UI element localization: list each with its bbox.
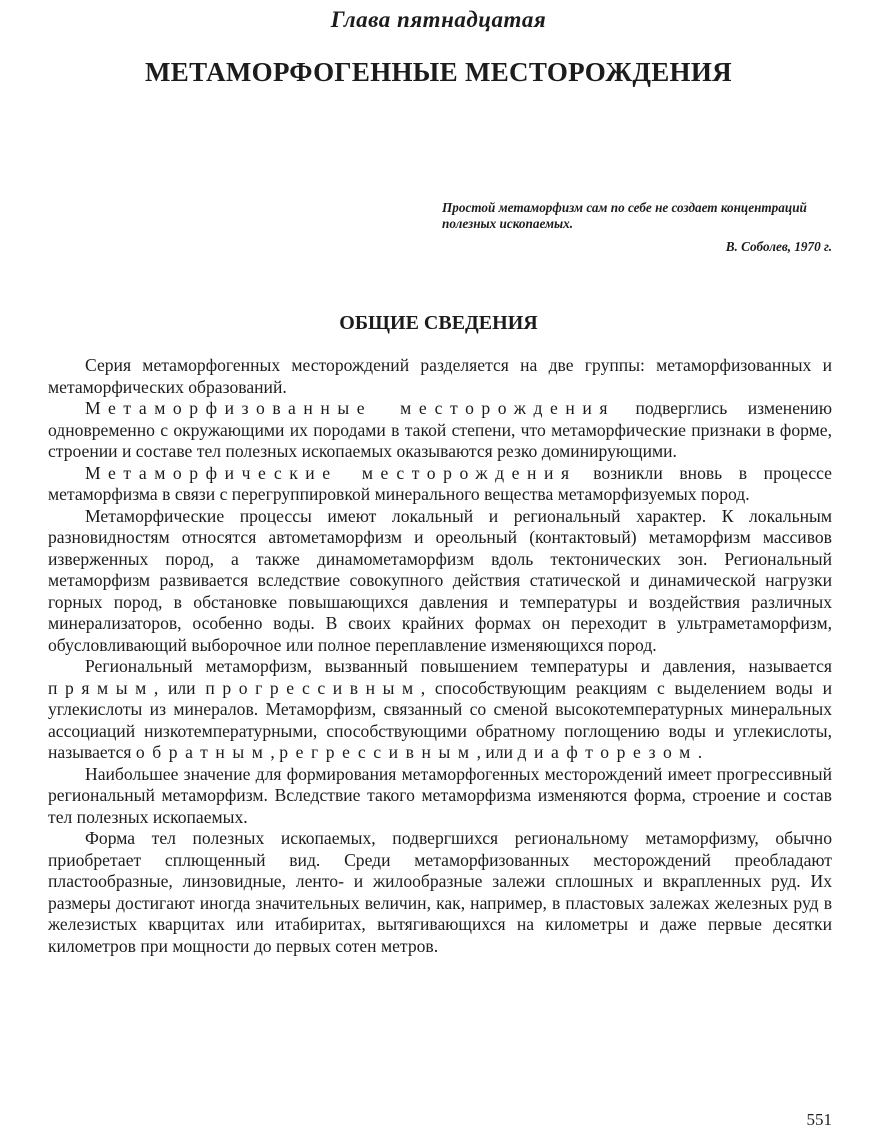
paragraph-7: Форма тел полезных ископаемых, подвергшихся региональному метаморфизму, обычно приобретает сплющенный вид. Среди метаморфизованных месторождений преобладают пластообразные, линзовидные, ленто- и жилообразные залежи сплошных и вкрапленных руд. Их размеры достигают иногда значительных величин, как, например, в пластовых залежах железных руд в железистых кварцитах или итабиритах, вытягивающихся на километры и даже первые десятки километров при мощности до первых сотен метров. xyxy=(48,828,832,956)
paragraph-text: возникли вновь в процессе метаморфизма в связи с перегруппировкой минерального вещества метаморфизуемых пород. xyxy=(48,462,832,504)
paragraph-text: , или xyxy=(153,677,206,698)
section-title: ОБЩИЕ СВЕДЕНИЯ xyxy=(339,312,538,334)
paragraph-text: , xyxy=(270,742,280,762)
spaced-term: обратным xyxy=(135,742,271,762)
body-text xyxy=(48,355,832,957)
paragraph-3 xyxy=(48,463,832,506)
paragraph-2 xyxy=(48,398,832,463)
paragraph-text: подверглись изменению одновременно с окружающими их породами в такой степени, что метаморфические признаки в форме, строении и составе тел полезных ископаемых оказываются резко доминирующими. xyxy=(48,398,832,461)
spaced-term: регрессивным xyxy=(279,742,477,762)
paragraph-text: , или xyxy=(476,742,518,762)
paragraph-text: , способствующим реакциям с выделением воды и углекислоты из минералов. Метаморфизм, связанный со сменой высокотемпературных минеральных ассоциаций низкотемпературными, способствующими обратному поглощению воды и углекислоты, называется xyxy=(48,677,832,762)
spaced-term: прямым xyxy=(48,677,154,698)
spaced-term: Метаморфизованные месторождения xyxy=(85,398,615,418)
page-number: 551 xyxy=(806,1110,832,1129)
paragraph-4: Метаморфические процессы имеют локальный и региональный характер. К локальным разновидностям относятся автометаморфизм и ореольный (контактовый) метаморфизм массивов изверженных пород, а также динамометаморфизм вдоль тектонических зон. Региональный метаморфизм развивается вследствие совокупного действия статической и динамической нагрузки горных пород, в обстановке повышающихся давления и температуры и воздействия различных минерализаторов, особенно воды. В своих крайних формах он переходит в ультраметаморфизм, обусловливающий выборочное или полное переплавление изменяющихся пород. xyxy=(48,505,832,655)
spaced-term: прогрессивным xyxy=(205,677,421,698)
spaced-term: Метаморфические месторождения xyxy=(85,462,577,483)
paragraph-text: . xyxy=(697,742,703,762)
paragraph-text: Региональный метаморфизм, вызванный повышением температуры и давления, называется xyxy=(85,656,832,676)
epigraph-author: В. Соболев, 1970 г. xyxy=(725,239,832,254)
paragraph-6: Наибольшее значение для формирования метаморфогенных месторождений имеет прогрессивный региональный метаморфизм. Вследствие такого метаморфизма изменяются форма, строение и состав тел полезных ископаемых. xyxy=(48,763,832,827)
paragraph-5 xyxy=(48,656,832,764)
epigraph-text: Простой метаморфизм сам по себе не создает концентраций полезных ископаемых. xyxy=(442,200,807,231)
chapter-heading: Глава пятнадцатая xyxy=(330,7,547,32)
chapter-title: МЕТАМОРФОГЕННЫЕ МЕСТОРОЖДЕНИЯ xyxy=(145,57,732,87)
spaced-term: диафторезом xyxy=(517,742,698,762)
paragraph-1: Серия метаморфогенных месторождений разделяется на две группы: метаморфизованных и метаморфических образований. xyxy=(48,355,832,397)
